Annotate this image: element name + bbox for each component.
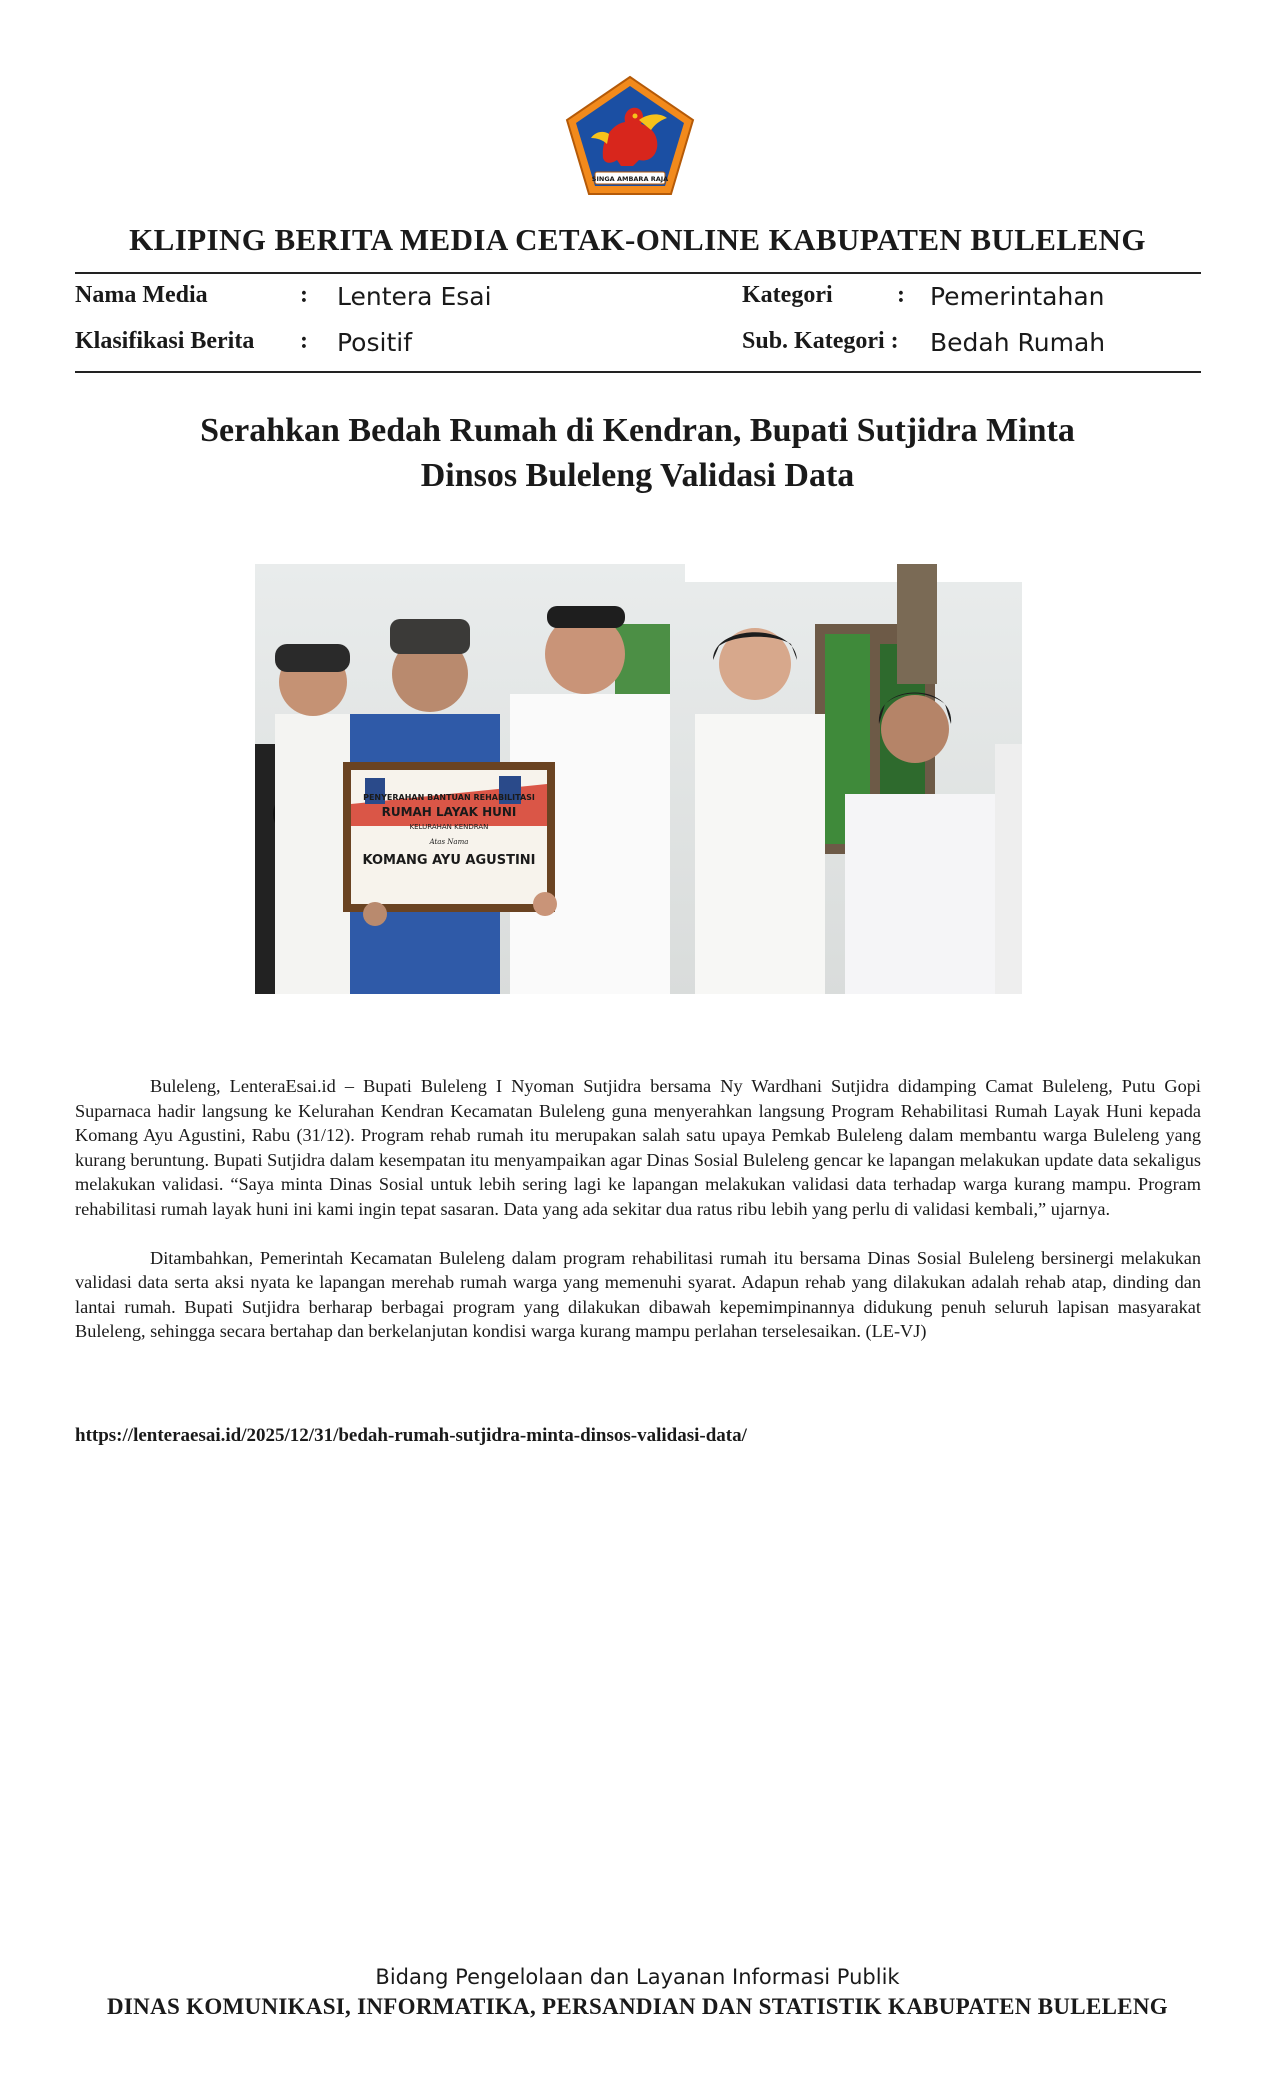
- meta-colon: :: [300, 282, 308, 308]
- frame-text-5: KOMANG AYU AGUSTINI: [362, 853, 536, 868]
- klasifikasi-value: Positif: [337, 328, 412, 357]
- footer-subtitle: Bidang Pengelolaan dan Layanan Informasi Publik: [375, 1965, 900, 1989]
- article-paragraph-2: Ditambahkan, Pemerintah Kecamatan Buleleng dalam program rehabilitasi rumah itu bersama Dinas Sosial Buleleng bersinergi melakukan validasi data serta aksi nyata ke lapangan merehab rumah warga yang memenuhi syarat. Adapun rehab yang dilakukan adalah rehab atap, dinding dan lantai rumah. Bupati Sutjidra berharap berbagai program yang dilakukan dibawah kepemimpinannya didukung penuh seluruh lapisan masyarakat Buleleng, sehingga secara bertahap dan berkelanjutan kondisi warga kurang mampu perlahan terselesaikan. (LE-VJ): [75, 1247, 1201, 1342]
- meta-colon: :: [300, 328, 308, 354]
- article-body: [75, 1074, 1201, 1368]
- footer-organization: DINAS KOMUNIKASI, INFORMATIKA, PERSANDIAN DAN STATISTIK KABUPATEN BULELENG: [107, 1994, 1168, 2019]
- frame-text-2: RUMAH LAYAK HUNI: [381, 805, 517, 819]
- sub-kategori-value: Bedah Rumah: [930, 328, 1106, 357]
- page-title: KLIPING BERITA MEDIA CETAK-ONLINE KABUPATEN BULELENG: [129, 222, 1146, 257]
- nama-media-value: Lentera Esai: [337, 282, 492, 311]
- frame-text-4: Atas Nama: [429, 838, 469, 846]
- article-photo: [255, 564, 1022, 994]
- headline-line-2: Dinsos Buleleng Validasi Data: [420, 457, 855, 494]
- meta-colon: :: [897, 282, 905, 308]
- nama-media-label: Nama Media: [75, 282, 208, 308]
- kategori-value: Pemerintahan: [930, 282, 1105, 311]
- klasifikasi-label: Klasifikasi Berita: [75, 328, 255, 354]
- kategori-label: Kategori: [742, 282, 833, 308]
- buleleng-emblem-logo: [563, 74, 697, 198]
- article-headline: [100, 408, 1175, 498]
- sub-kategori-label: Sub. Kategori :: [742, 328, 899, 354]
- header-divider-bottom: [75, 371, 1201, 373]
- article-paragraph-1: Buleleng, LenteraEsai.id – Bupati Buleleng I Nyoman Sutjidra bersama Ny Wardhani Sutjidra didamping Camat Buleleng, Putu Gopi Suparnaca hadir langsung ke Kelurahan Kendran Kecamatan Buleleng guna menyerahkan langsung Program Rehabilitasi Rumah Layak Huni kepada Komang Ayu Agustini, Rabu (31/12). Program rehab rumah itu merupakan salah satu upaya Pemkab Buleleng dalam membantu warga Buleleng yang kurang beruntung. Bupati Sutjidra dalam kesempatan itu menyampaikan agar Dinas Sosial Buleleng gencar ke lapangan melakukan update data sekaligus melakukan validasi. “Saya minta Dinas Sosial untuk lebih sering lagi ke lapangan melakukan validasi data terhadap warga kurang mampu. Program rehabilitasi rumah layak huni ini kami ingin tepat sasaran. Data yang ada sekitar dua ratus ribu lebih yang perlu di validasi kembali,” ujarnya.: [75, 1076, 1201, 1219]
- meta-row-2: [75, 328, 1201, 364]
- source-link[interactable]: https://lenteraesai.id/2025/12/31/bedah-rumah-sutjidra-minta-dinsos-validasi-data/: [75, 1425, 747, 1446]
- logo-motto: SINGA AMBARA RAJA: [591, 175, 669, 183]
- frame-text-1: PENYERAHAN BANTUAN REHABILITASI: [363, 793, 535, 802]
- header-divider-top: [75, 272, 1201, 274]
- headline-line-1: Serahkan Bedah Rumah di Kendran, Bupati Sutjidra Minta: [200, 412, 1075, 449]
- frame-text-3: KELURAHAN KENDRAN: [409, 823, 489, 831]
- meta-row-1: [75, 282, 1201, 318]
